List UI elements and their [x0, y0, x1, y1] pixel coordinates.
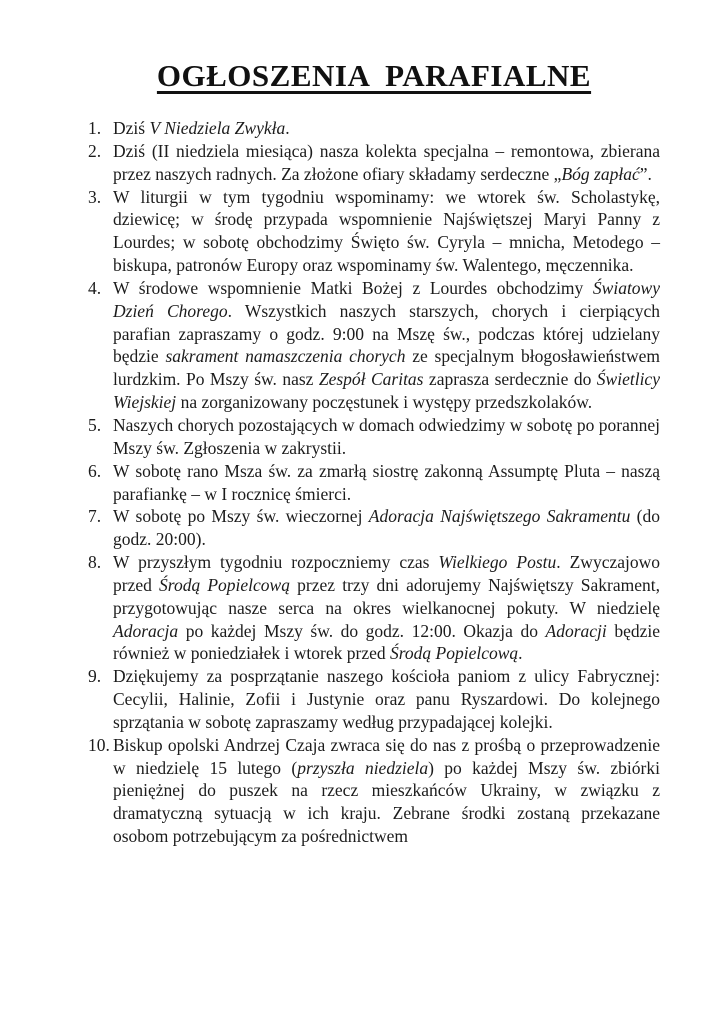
item-text — [113, 505, 660, 551]
item-number: 1. — [88, 118, 102, 138]
item-text-run: ze specjalnym błogosławieństwem lurdzkim. Po Mszy św. nasz — [113, 346, 660, 390]
item-number: 10. — [88, 734, 110, 755]
announcement-item — [88, 665, 660, 734]
announcement-item — [88, 734, 660, 848]
item-text-run-italic: Świetlicy Wiejskiej — [113, 369, 660, 413]
item-text-run: W sobotę po Mszy św. wieczornej — [113, 506, 369, 527]
item-text — [113, 551, 660, 665]
item-text — [113, 140, 660, 186]
item-text-run: ) po każdej Mszy św. zbiórki pieniężnej do puszek na rzecz mieszkańców Ukrainy, w związku z dramatyczną sytuacją w ich kraju. Zebrane środki zostaną przekazane osobom potrzebującym za pośrednictwem — [113, 757, 660, 847]
item-number: 9. — [88, 666, 102, 687]
announcement-item — [88, 551, 660, 665]
item-text-run: Dziś — [113, 118, 150, 138]
item-text — [113, 460, 660, 506]
item-text-run-italic: V Niedziela Zwykła — [149, 118, 286, 138]
item-text-run-italic: Środą Popielcową — [389, 643, 519, 664]
announcement-item — [88, 414, 660, 460]
item-text — [113, 117, 660, 140]
item-text — [113, 734, 660, 848]
item-text-run: Naszych chorych pozostających w domach odwiedzimy w sobotę po porannej Mszy św. Zgłoszenia w zakrystii. — [113, 414, 660, 458]
announcement-item — [88, 460, 660, 506]
item-text-run: . — [518, 643, 523, 664]
item-text-run: W środowe wspomnienie Matki Bożej z Lourdes obchodzimy — [113, 277, 593, 298]
item-text-run: zaprasza serdecznie do — [423, 369, 597, 390]
item-text-run: W przyszłym tygodniu rozpoczniemy czas — [113, 552, 439, 573]
item-text-run-italic: Wielkiego Postu — [438, 552, 557, 573]
item-text-run: W liturgii w tym tygodniu wspominamy: we wtorek św. Scholastykę, dziewicę; w środę przypada wspomnienie Najświętszej Maryi Panny z Lourdes; w sobotę obchodzimy Święto św. Cyryla – mnicha, Metodego – biskupa, patronów Europy oraz wspominamy św. Walentego, męczennika. — [113, 186, 660, 276]
item-number: 4. — [88, 277, 102, 298]
announcement-item — [88, 186, 660, 277]
item-text — [113, 414, 660, 460]
item-text-run: (do godz. 20:00). — [113, 506, 661, 550]
item-text-run-italic: sakrament namaszczenia chorych — [165, 346, 406, 367]
item-number: 3. — [88, 186, 102, 207]
item-text-run-italic: Adoracji — [545, 620, 607, 641]
item-text-run-italic: Środą Popielcową — [159, 574, 290, 595]
item-text-run: będzie również w poniedziałek i wtorek przed — [113, 620, 660, 664]
item-text-run: . Wszystkich naszych starszych, chorych i cierpiących parafian zapraszamy o godz. 9:00 na Mszę św., podczas której udzielany będzie — [113, 300, 660, 367]
item-text-run-italic: Adoracja — [113, 620, 179, 641]
item-text — [113, 186, 660, 277]
item-text-run: ”. — [639, 163, 652, 184]
item-text — [113, 277, 660, 414]
item-text-run: na zorganizowany poczęstunek i występy przedszkolaków. — [176, 392, 593, 413]
item-number: 7. — [88, 506, 102, 527]
item-number: 5. — [88, 414, 102, 435]
item-text-run-italic: Adoracja Najświętszego Sakramentu — [368, 506, 631, 527]
announcements-list — [88, 117, 660, 848]
item-text-run: Biskup opolski Andrzej Czaja zwraca się do nas z prośbą o przeprowadzenie w niedzielę 15 lutego ( — [113, 734, 660, 778]
announcement-item — [88, 117, 660, 140]
item-number: 8. — [88, 552, 102, 573]
announcement-item — [88, 505, 660, 551]
item-text-run: . — [285, 118, 290, 138]
item-text-run: po każdej Mszy św. do godz. 12:00. Okazja do — [178, 620, 546, 641]
page-title: OGŁOSZENIA PARAFIALNE — [156, 58, 592, 93]
announcement-item — [88, 140, 660, 186]
item-number: 6. — [88, 460, 102, 481]
item-text-run: W sobotę rano Msza św. za zmarłą siostrę zakonną Assumptę Pluta – naszą parafiankę – w I rocznicę śmierci. — [113, 460, 660, 504]
item-text-run: . Zwyczajowo przed — [113, 552, 660, 595]
announcement-item — [88, 277, 660, 414]
item-text-run-italic: Bóg zapłać — [561, 163, 640, 184]
item-text-run: Dziękujemy za posprzątanie naszego kościoła paniom z ulicy Fabrycznej: Cecylii, Halinie, Zofii i Justynie oraz panu Ryszardowi. Do kolejnego sprzątania w sobotę zapraszamy według przypadającej kolejki. — [113, 666, 660, 732]
item-text-run: Dziś (II niedziela miesiąca) nasza kolekta specjalna – remontowa, zbierana przez naszych radnych. Za złożone ofiary składamy serdeczne „ — [113, 140, 660, 184]
item-text-run: przez trzy dni adorujemy Najświętszy Sakrament, przygotowując nasze serca na okres wielkanocnej pokuty. W niedzielę — [113, 574, 660, 618]
item-text-run-italic: przyszła niedziela — [297, 757, 429, 778]
item-text-run-italic: Zespół Caritas — [318, 369, 424, 390]
item-text — [113, 665, 660, 734]
item-number: 2. — [88, 140, 102, 161]
item-text-run-italic: Światowy Dzień Chorego — [113, 277, 660, 321]
